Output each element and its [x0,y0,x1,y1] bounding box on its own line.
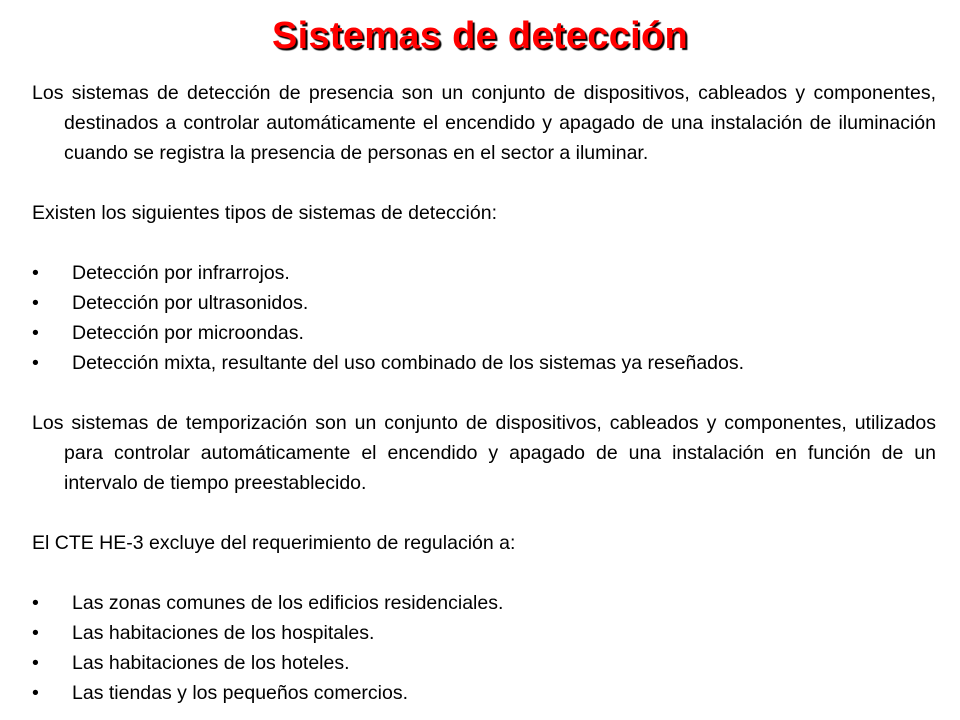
list-item [32,258,936,288]
list-item-text: Las tiendas y los pequeños comercios. [72,682,409,704]
bullet-icon: • [32,652,39,674]
slide-body [32,78,936,708]
exclusion-heading: El CTE HE-3 excluye del requerimiento de regulación a: [32,532,516,554]
spacer [32,558,936,588]
list-item-text: Detección por ultrasonidos. [72,292,309,314]
list-item [32,318,936,348]
bullet-icon: • [32,622,39,644]
list-item-text: Las habitaciones de los hospitales. [72,622,375,644]
slide-title: Sistemas de detección [271,15,689,57]
list-item [32,288,936,318]
list-item [32,678,936,708]
list-item-text: Las zonas comunes de los edificios residenciales. [72,592,504,614]
list-item-text: Detección por microondas. [72,322,304,344]
list-item [32,648,936,678]
bullet-icon: • [32,352,39,374]
list-item-text: Detección mixta, resultante del uso combinado de los sistemas ya reseñados. [72,352,745,374]
bullet-icon: • [32,592,39,614]
list-item [32,348,936,378]
bullet-icon: • [32,292,39,314]
list-item [32,588,936,618]
bullet-icon: • [32,262,39,284]
bullet-icon: • [32,682,39,704]
exclusions-list [32,588,936,708]
intro-paragraph: Los sistemas de detección de presencia son un conjunto de dispositivos, cableados y componentes, destinados a controlar automáticamente el encendido y apagado de una instalación de iluminación cuando se registra la presencia de personas en el sector a iluminar. [32,82,936,164]
spacer [32,228,936,258]
list-item [32,618,936,648]
types-heading: Existen los siguientes tipos de sistemas de detección: [32,202,498,224]
spacer [32,168,936,198]
spacer [32,498,936,528]
bullet-icon: • [32,322,39,344]
timing-paragraph: Los sistemas de temporización son un conjunto de dispositivos, cableados y componentes, utilizados para controlar automáticamente el encendido y apagado de una instalación en función de un intervalo de tiempo preestablecido. [32,412,936,494]
spacer [32,378,936,408]
list-item-text: Detección por infrarrojos. [72,262,290,284]
detection-types-list [32,258,936,378]
list-item-text: Las habitaciones de los hoteles. [72,652,350,674]
